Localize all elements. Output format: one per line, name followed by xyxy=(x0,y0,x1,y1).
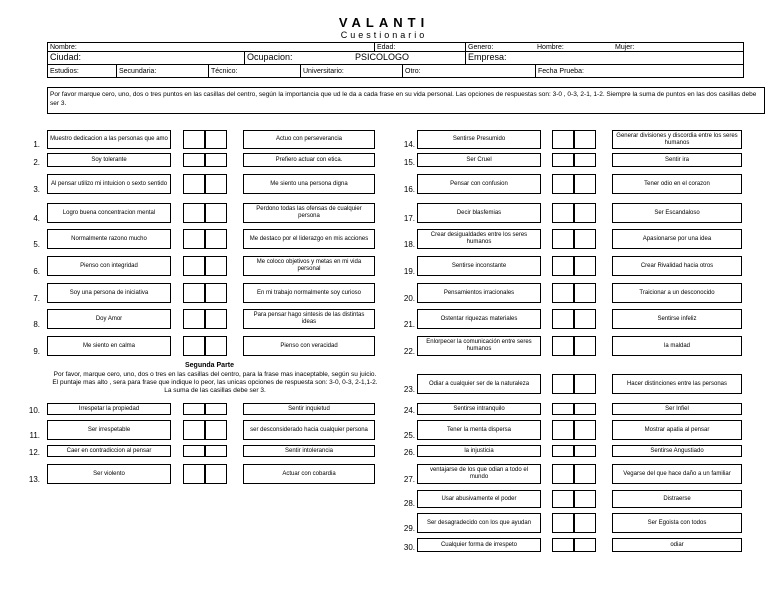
statement-a: la injusticia xyxy=(417,445,541,457)
universitario-field[interactable]: Universitario: xyxy=(303,68,344,75)
statement-a: Ser Cruel xyxy=(417,153,541,167)
statement-b: Vegarse del que hace daño a un familiar xyxy=(612,464,742,484)
score-box-b[interactable] xyxy=(205,256,227,276)
score-box-a[interactable] xyxy=(183,130,205,149)
score-box-a[interactable] xyxy=(552,153,574,167)
item-number: 18. xyxy=(403,240,415,249)
statement-a: Decir blasfemias xyxy=(417,203,541,223)
statement-a: Pensamientos irracionales xyxy=(417,283,541,303)
score-box-b[interactable] xyxy=(574,153,596,167)
score-box-a[interactable] xyxy=(183,420,205,440)
score-box-b[interactable] xyxy=(574,283,596,303)
score-box-b[interactable] xyxy=(574,374,596,394)
score-box-b[interactable] xyxy=(205,130,227,149)
score-box-b[interactable] xyxy=(205,153,227,167)
statement-b: Ser Infiel xyxy=(612,403,742,415)
score-box-a[interactable] xyxy=(552,420,574,440)
genero-field[interactable]: Genero: xyxy=(468,44,494,51)
score-box-b[interactable] xyxy=(205,283,227,303)
secundaria-field[interactable]: Secundaria: xyxy=(119,68,157,75)
page-subtitle: Cuestionario xyxy=(340,30,428,40)
item-number: 27. xyxy=(403,475,415,484)
item-number: 6. xyxy=(33,267,40,276)
item-number: 4. xyxy=(33,214,40,223)
mujer-field[interactable]: Mujer: xyxy=(615,44,635,51)
item-number: 10. xyxy=(28,406,40,415)
statement-b: odiar xyxy=(612,538,742,552)
statement-a: Tener la menta dispersa xyxy=(417,420,541,440)
statement-b: Mostrar apatia al pensar xyxy=(612,420,742,440)
score-box-a[interactable] xyxy=(552,445,574,457)
score-box-b[interactable] xyxy=(205,445,227,457)
statement-b: Me coloco objetivos y metas en mi vida personal xyxy=(243,256,375,276)
item-number: 8. xyxy=(33,320,40,329)
item-number: 22. xyxy=(403,347,415,356)
item-number: 12. xyxy=(28,448,40,457)
page-title: VALANTI xyxy=(338,15,430,30)
segunda-parte-title: Segunda Parte xyxy=(185,362,235,369)
score-box-a[interactable] xyxy=(183,445,205,457)
score-box-b[interactable] xyxy=(574,490,596,508)
estudios-label: Estudios: xyxy=(50,68,79,75)
score-box-b[interactable] xyxy=(574,403,596,415)
score-box-b[interactable] xyxy=(205,229,227,249)
score-box-a[interactable] xyxy=(183,283,205,303)
score-box-b[interactable] xyxy=(205,174,227,194)
score-box-a[interactable] xyxy=(552,174,574,194)
statement-b: ser desconsiderado hacia cualquier persona xyxy=(243,420,375,440)
score-box-a[interactable] xyxy=(552,309,574,329)
statement-a: Cualquier forma de irrespeto xyxy=(417,538,541,552)
statement-a: Sentirse inconstante xyxy=(417,256,541,276)
statement-a: Muestro dedicacion a las personas que amo xyxy=(47,130,171,149)
score-box-b[interactable] xyxy=(205,203,227,223)
item-number: 25. xyxy=(403,431,415,440)
score-box-a[interactable] xyxy=(183,174,205,194)
empresa-field[interactable]: Empresa: xyxy=(468,52,507,62)
score-box-b[interactable] xyxy=(574,174,596,194)
item-number: 17. xyxy=(403,214,415,223)
score-box-a[interactable] xyxy=(183,153,205,167)
statement-b: Me siento una persona digna xyxy=(243,174,375,194)
score-box-a[interactable] xyxy=(552,203,574,223)
statement-a: Sentirse intranquilo xyxy=(417,403,541,415)
item-number: 13. xyxy=(28,475,40,484)
item-number: 1. xyxy=(33,140,40,149)
segunda-parte-instructions: Por favor, marque cero, uno, dos o tres en las casillas del centro, para la frase mas inaceptable, según su juicio. El puntaje mas alto , sera para frase que indique lo peor, las unicas opciones de respuesta son: 3-0, 0-3, 2-1,1-2. La suma de las casillas debe ser 3. xyxy=(52,371,378,394)
statement-b: Crear Rivalidad hacia otros xyxy=(612,256,742,276)
score-box-a[interactable] xyxy=(183,464,205,484)
score-box-b[interactable] xyxy=(205,336,227,356)
item-number: 30. xyxy=(403,543,415,552)
item-number: 14. xyxy=(403,140,415,149)
statement-b: Actuar con cobardia xyxy=(243,464,375,484)
statement-a: Caer en contradiccion al pensar xyxy=(47,445,171,457)
item-number: 20. xyxy=(403,294,415,303)
statement-a: Soy una persona de iniciativa xyxy=(47,283,171,303)
score-box-b[interactable] xyxy=(574,464,596,484)
statement-a: ventajarse de los que odian a todo el mundo xyxy=(417,464,541,484)
statement-b: Pienso con veracidad xyxy=(243,336,375,356)
statement-b: Me destaco por el liderazgo en mis acciones xyxy=(243,229,375,249)
score-box-b[interactable] xyxy=(574,538,596,552)
score-box-a[interactable] xyxy=(183,256,205,276)
statement-a: Enlorpecer la comunicación entre seres humanos xyxy=(417,336,541,356)
score-box-b[interactable] xyxy=(574,256,596,276)
score-box-a[interactable] xyxy=(183,403,205,415)
score-box-b[interactable] xyxy=(205,420,227,440)
statement-b: En mi trabajo normalmente soy curioso xyxy=(243,283,375,303)
statement-b: Sentirse Angustiado xyxy=(612,445,742,457)
otro-field[interactable]: Otro: xyxy=(405,68,421,75)
statement-b: Actuo con perseverancia xyxy=(243,130,375,149)
item-number: 15. xyxy=(403,158,415,167)
score-box-a[interactable] xyxy=(552,130,574,149)
score-box-a[interactable] xyxy=(552,229,574,249)
score-box-a[interactable] xyxy=(183,336,205,356)
nombre-field[interactable]: Nombre: xyxy=(50,44,77,51)
score-box-a[interactable] xyxy=(552,513,574,533)
item-number: 7. xyxy=(33,294,40,303)
item-number: 5. xyxy=(33,240,40,249)
statement-a: Ser desagradecido con los que ayudan xyxy=(417,513,541,533)
score-box-a[interactable] xyxy=(552,403,574,415)
score-box-b[interactable] xyxy=(574,203,596,223)
score-box-a[interactable] xyxy=(183,203,205,223)
statement-a: Ser violento xyxy=(47,464,171,484)
item-number: 23. xyxy=(403,385,415,394)
hombre-field[interactable]: Hombre: xyxy=(537,44,564,51)
statement-b: Sentir ira xyxy=(612,153,742,167)
item-number: 26. xyxy=(403,448,415,457)
statement-a: Al pensar utilizo mi intuicion o sexto sentido xyxy=(47,174,171,194)
item-number: 24. xyxy=(403,406,415,415)
statement-a: Soy tolerante xyxy=(47,153,171,167)
statement-a: Logro buena concentracion mental xyxy=(47,203,171,223)
tecnico-field[interactable]: Técnico: xyxy=(211,68,238,75)
score-box-b[interactable] xyxy=(574,130,596,149)
statement-b: Hacer distinciones entre las personas xyxy=(612,374,742,394)
score-box-b[interactable] xyxy=(574,445,596,457)
item-number: 16. xyxy=(403,185,415,194)
item-number: 11. xyxy=(29,431,40,440)
score-box-a[interactable] xyxy=(552,336,574,356)
item-number: 21. xyxy=(403,320,415,329)
statement-a: Ostentar riquezas materiales xyxy=(417,309,541,329)
statement-b: Perdono todas las ofensas de cualquier persona xyxy=(243,203,375,223)
statement-a: Usar abusivamente el poder xyxy=(417,490,541,508)
score-box-a[interactable] xyxy=(552,538,574,552)
statement-b: Sentir inquietud xyxy=(243,403,375,415)
fecha-prueba-field[interactable]: Fecha Prueba: xyxy=(538,68,584,75)
score-box-a[interactable] xyxy=(183,309,205,329)
statement-b: Traicionar a un desconocido xyxy=(612,283,742,303)
score-box-b[interactable] xyxy=(574,229,596,249)
item-number: 28. xyxy=(403,499,415,508)
statement-b: la maldad xyxy=(612,336,742,356)
statement-b: Generar divisiones y discordia entre los seres humanos xyxy=(612,130,742,149)
ciudad-field[interactable]: Ciudad: xyxy=(50,52,82,62)
score-box-b[interactable] xyxy=(574,336,596,356)
item-number: 19. xyxy=(403,267,415,276)
item-number: 2. xyxy=(33,158,40,167)
statement-a: Me siento en calma xyxy=(47,336,171,356)
ocupacion-label: Ocupacion: xyxy=(247,52,293,62)
statement-b: Para pensar hago sintesis de las distintas ideas xyxy=(243,309,375,329)
statement-a: Ser irrespetable xyxy=(47,420,171,440)
statement-a: Pensar con confusion xyxy=(417,174,541,194)
statement-b: Ser Egoista con todos xyxy=(612,513,742,533)
item-number: 29. xyxy=(403,524,415,533)
score-box-a[interactable] xyxy=(552,464,574,484)
score-box-a[interactable] xyxy=(552,374,574,394)
score-box-a[interactable] xyxy=(552,283,574,303)
statement-a: Odiar a cualquier ser de la naturaleza xyxy=(417,374,541,394)
score-box-a[interactable] xyxy=(552,256,574,276)
statement-b: Ser Escandaloso xyxy=(612,203,742,223)
score-box-b[interactable] xyxy=(205,309,227,329)
statement-b: Sentir intolerancia xyxy=(243,445,375,457)
instructions: Por favor marque cero, uno, dos o tres puntos en las casillas del centro, según la importancia que ud le da a cada frase en su vida personal. Las opciones de respuestas son: 3-0 , 0-3, 2-1, 1-2. Siempre la suma de puntos en las dos casillas debe ser 3. xyxy=(47,87,765,114)
statement-b: Apasionarse por una idea xyxy=(612,229,742,249)
score-box-b[interactable] xyxy=(574,420,596,440)
statement-b: Sentirse infeliz xyxy=(612,309,742,329)
score-box-a[interactable] xyxy=(552,490,574,508)
statement-b: Tener odio en el corazon xyxy=(612,174,742,194)
score-box-b[interactable] xyxy=(574,309,596,329)
statement-a: Crear desigualdades entre los seres humanos xyxy=(417,229,541,249)
score-box-b[interactable] xyxy=(574,513,596,533)
personal-info-form xyxy=(47,42,744,78)
score-box-a[interactable] xyxy=(183,229,205,249)
statement-a: Sentirse Presumido xyxy=(417,130,541,149)
statement-a: Pienso con integridad xyxy=(47,256,171,276)
score-box-b[interactable] xyxy=(205,464,227,484)
item-number: 9. xyxy=(33,347,40,356)
statement-a: Irrespetar la propiedad xyxy=(47,403,171,415)
ocupacion-value[interactable]: PSICOLOGO xyxy=(355,52,410,62)
item-number: 3. xyxy=(33,185,40,194)
statement-b: Prefiero actuar con etica. xyxy=(243,153,375,167)
statement-a: Normalmente razono mucho xyxy=(47,229,171,249)
edad-field[interactable]: Edad: xyxy=(377,44,396,51)
statement-b: Distraerse xyxy=(612,490,742,508)
score-box-b[interactable] xyxy=(205,403,227,415)
statement-a: Doy Amor xyxy=(47,309,171,329)
